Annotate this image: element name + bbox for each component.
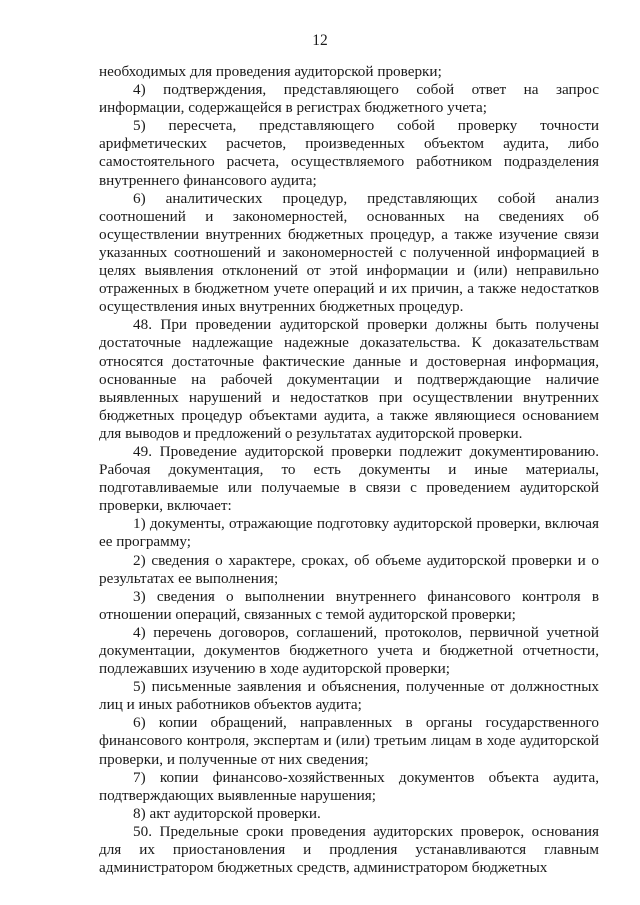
list-item-4-confirmation: 4) подтверждения, представляющего собой ответ на запрос информации, содержащейся в регистрах бюджетного учета; bbox=[99, 81, 599, 117]
list-item-1-documents: 1) документы, отражающие подготовку аудиторской проверки, включая ее программу; bbox=[99, 515, 599, 551]
list-item-6-analytical-procedures: 6) аналитических процедур, представляющих собой анализ соотношений и закономерностей, основанных на сведениях об осуществлении внутренних бюджетных процедур, а также изучение связи указанных соотношений и закономерностей с полученной информацией в целях выявления отклонений от этой информации и (или) неправильно отраженных в бюджетном учете операций и их причин, а также недостатков осуществления иных внутренних бюджетных процедур. bbox=[99, 189, 599, 316]
document-body bbox=[99, 63, 599, 877]
paragraph-continuation: необходимых для проведения аудиторской проверки; bbox=[99, 63, 442, 80]
list-item-5-recalculation: 5) пересчета, представляющего собой проверку точности арифметических расчетов, произведенных объектом аудита, либо самостоятельного расчета, осуществляемого работником подразделения внутреннего финансового аудита; bbox=[99, 117, 599, 189]
page-number: 12 bbox=[312, 32, 328, 49]
list-item-5-written-statements: 5) письменные заявления и объяснения, полученные от должностных лиц и иных работников объектов аудита; bbox=[99, 678, 599, 714]
section-50: 50. Предельные сроки проведения аудиторских проверок, основания для их приостановления и продления устанавливаются главным администратором бюджетных средств, администратором бюджетных bbox=[99, 822, 599, 877]
list-item-3-internal-control: 3) сведения о выполнении внутреннего финансового контроля в отношении операций, связанных с темой аудиторской проверки; bbox=[99, 587, 599, 623]
list-item-4-contracts-list: 4) перечень договоров, соглашений, протоколов, первичной учетной документации, документов бюджетного учета и бюджетной отчетности, подлежавших изучению в ходе аудиторской проверки; bbox=[99, 623, 599, 678]
list-item-7-financial-documents: 7) копии финансово-хозяйственных документов объекта аудита, подтверждающих выявленные нарушения; bbox=[99, 768, 599, 804]
list-item-8-audit-act: 8) акт аудиторской проверки. bbox=[133, 804, 321, 822]
list-item-6-copies-of-requests: 6) копии обращений, направленных в органы государственного финансового контроля, экспертам и (или) третьим лицам в ходе аудиторской проверки, и полученные от них сведения; bbox=[99, 714, 599, 768]
list-item-2-information: 2) сведения о характере, сроках, об объеме аудиторской проверки и о результатах ее выполнения; bbox=[99, 551, 599, 587]
section-49: 49. Проведение аудиторской проверки подлежит документированию. Рабочая документация, то есть документы и иные материалы, подготавливаемые или получаемые в связи с проведением аудиторской проверки, включает: bbox=[99, 442, 599, 515]
section-48: 48. При проведении аудиторской проверки должны быть получены достаточные надлежащие надежные доказательства. К доказательствам относятся достаточные фактические данные и достоверная информация, основанные на рабочей документации и подтверждающие наличие выявленных нарушений и недостатков при осуществлении внутренних бюджетных процедур объектами аудита, а также являющиеся основанием для выводов и предложений о результатах аудиторской проверки. bbox=[99, 316, 599, 442]
